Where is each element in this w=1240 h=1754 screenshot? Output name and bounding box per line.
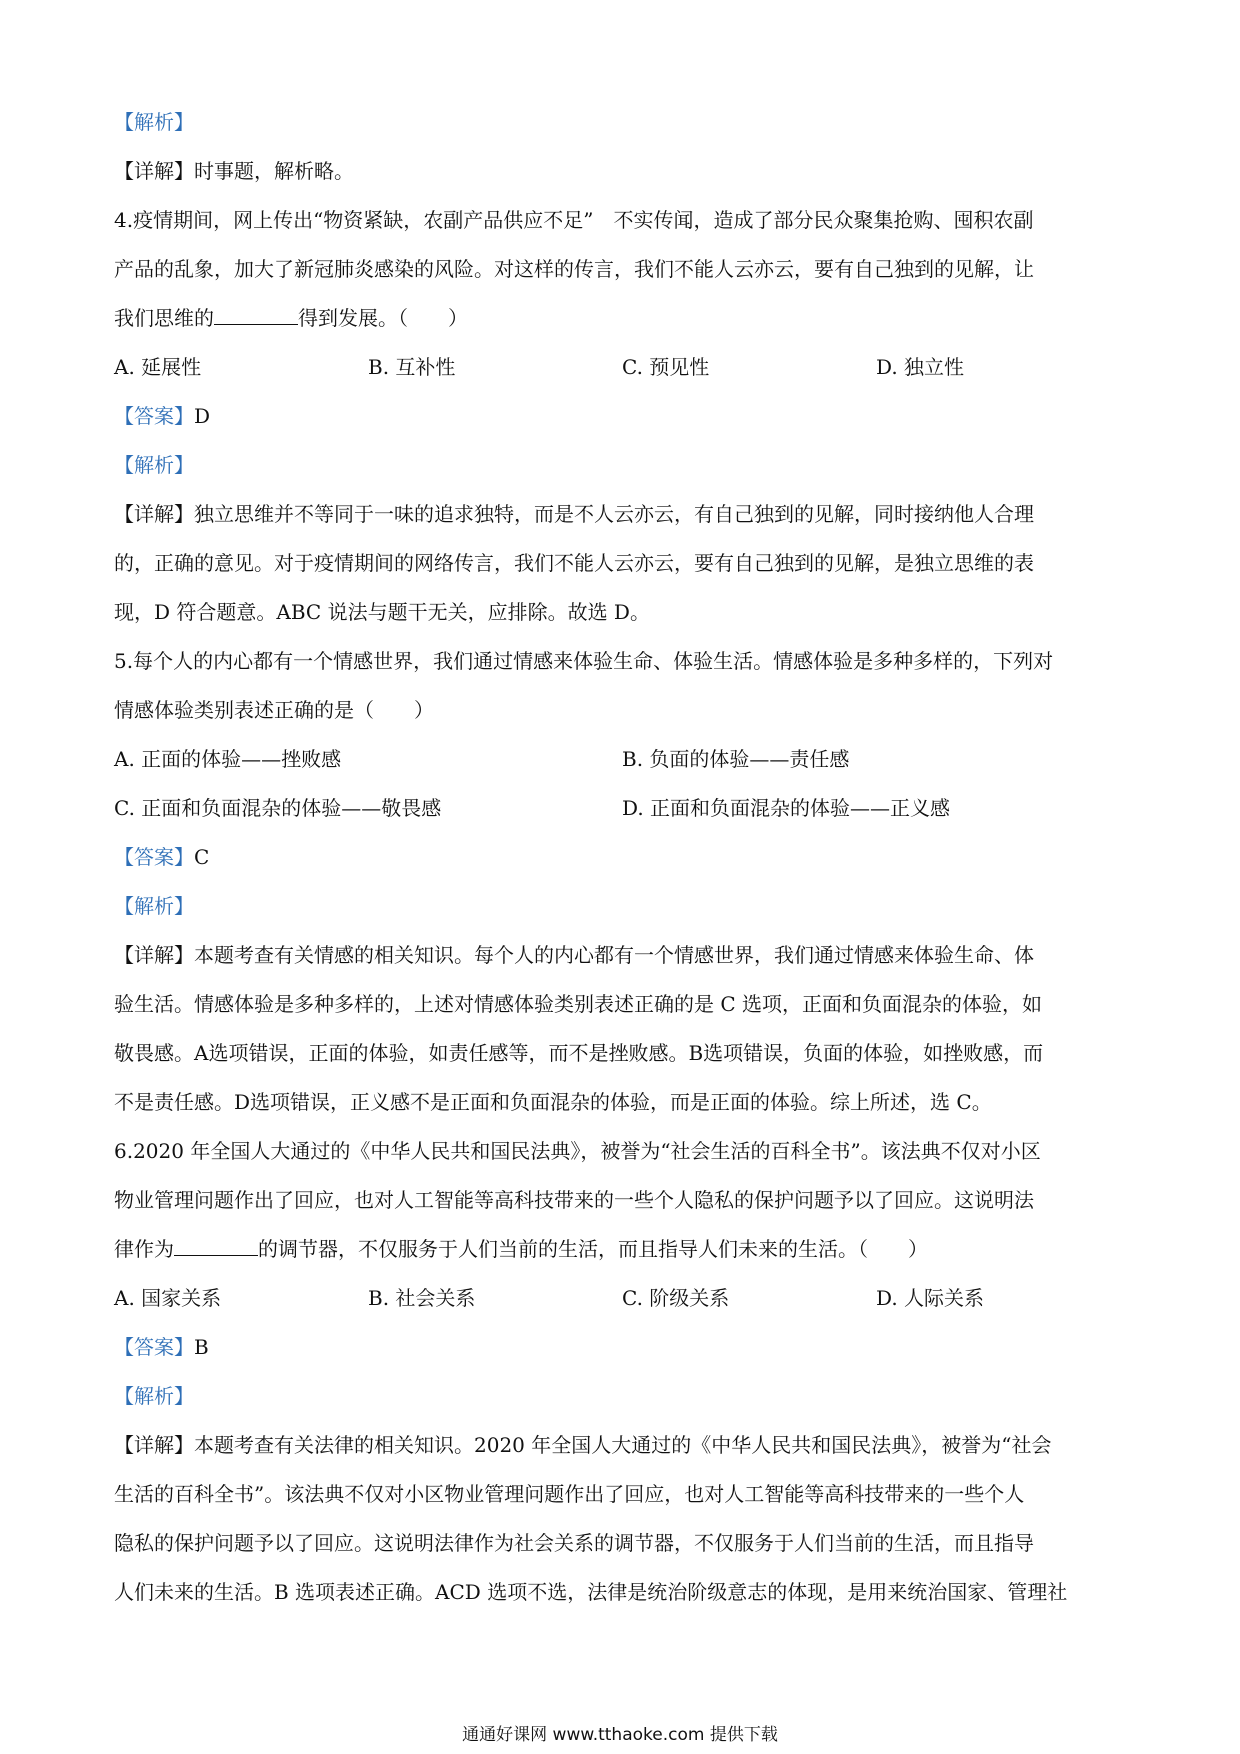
- stem-text: 律作为: [114, 1237, 174, 1261]
- q6-options: [114, 1274, 1130, 1323]
- answer-value: B: [194, 1335, 209, 1359]
- detail-tag: 【详解】: [114, 159, 194, 183]
- q6-stem-line3: [114, 1225, 1130, 1274]
- option-c: C. 阶级关系: [622, 1286, 730, 1310]
- fill-blank: [214, 306, 298, 325]
- q4-detail-line1: [114, 490, 1130, 539]
- detail-tag: 【详解】: [114, 1433, 194, 1457]
- page-footer: 通通好课网 www.tthaoke.com 提供下载: [462, 1725, 778, 1745]
- answer-value: C: [194, 845, 210, 869]
- q6-answer: [114, 1323, 1130, 1372]
- q6-stem-line2: 物业管理问题作出了回应，也对人工智能等高科技带来的一些个人隐私的保护问题予以了回应。这说明法: [114, 1188, 1034, 1212]
- option-c: C. 正面和负面混杂的体验——敬畏感: [114, 796, 442, 820]
- answer-tag: 【答案】: [114, 404, 194, 428]
- q6-detail-line3: 隐私的保护问题予以了回应。这说明法律作为社会关系的调节器，不仅服务于人们当前的生活，而且指导: [114, 1531, 1034, 1555]
- q5-detail-line3: 敬畏感。A选项错误，正面的体验，如责任感等，而不是挫败感。B选项错误，负面的体验，如挫败感，而: [114, 1041, 1044, 1065]
- q4-stem-line2: 产品的乱象，加大了新冠肺炎感染的风险。对这样的传言，我们不能人云亦云，要有自己独到的见解，让: [114, 257, 1034, 281]
- q4-detail-line2: 的，正确的意见。对于疫情期间的网络传言，我们不能人云亦云，要有自己独到的见解，是独立思维的表: [114, 551, 1034, 575]
- analysis-tag: 【解析】: [114, 894, 194, 918]
- detail-text: 时事题，解析略。: [194, 159, 354, 183]
- q6-detail-line1: [114, 1421, 1130, 1470]
- answer-tag: 【答案】: [114, 1335, 194, 1359]
- q5-answer: [114, 833, 1130, 882]
- q3-analysis-heading: [114, 98, 1130, 147]
- q5-detail-line1: [114, 931, 1130, 980]
- option-d: D. 独立性: [876, 355, 965, 379]
- q5-detail-line4: 不是责任感。D选项错误，正义感不是正面和负面混杂的体验，而是正面的体验。综上所述，选 C。: [114, 1090, 992, 1114]
- analysis-tag: 【解析】: [114, 1384, 194, 1408]
- option-c: C. 预见性: [622, 355, 710, 379]
- q4-options: [114, 343, 1130, 392]
- detail-tag: 【详解】: [114, 943, 194, 967]
- detail-tag: 【详解】: [114, 502, 194, 526]
- stem-text: 得到发展。（ ）: [298, 306, 468, 330]
- analysis-tag: 【解析】: [114, 110, 194, 134]
- stem-text: 我们思维的: [114, 306, 214, 330]
- q6-detail-line2: 生活的百科全书”。该法典不仅对小区物业管理问题作出了回应，也对人工智能等高科技带来的一些个人: [114, 1482, 1025, 1506]
- page-content: [114, 98, 1130, 1617]
- answer-tag: 【答案】: [114, 845, 194, 869]
- detail-text: 独立思维并不等同于一味的追求独特，而是不人云亦云，有自己独到的见解，同时接纳他人合理: [194, 502, 1034, 526]
- q5-stem-line2: 情感体验类别表述正确的是（ ）: [114, 698, 434, 722]
- q5-stem-line1: 5.每个人的内心都有一个情感世界，我们通过情感来体验生命、体验生活。情感体验是多种多样的，下列对: [114, 649, 1054, 673]
- q4-analysis-heading: [114, 441, 1130, 490]
- option-b: B. 社会关系: [368, 1286, 476, 1310]
- q4-stem-line1: 4.疫情期间，网上传出“物资紧缺，农副产品供应不足” 不实传闻，造成了部分民众聚集抢购、囤积农副: [114, 208, 1034, 232]
- q5-options-row2: [114, 784, 1130, 833]
- q6-stem-line1: 6.2020 年全国人大通过的《中华人民共和国民法典》，被誉为“社会生活的百科全书”。该法典不仅对小区: [114, 1139, 1041, 1163]
- option-a: A. 延展性: [114, 355, 202, 379]
- q5-options-row1: [114, 735, 1130, 784]
- analysis-tag: 【解析】: [114, 453, 194, 477]
- q6-detail-line4: 人们未来的生活。B 选项表述正确。ACD 选项不选，法律是统治阶级意志的体现，是用来统治国家、管理社: [114, 1580, 1068, 1604]
- q4-detail-line3: 现，D 符合题意。ABC 说法与题干无关，应排除。故选 D。: [114, 600, 650, 624]
- q5-analysis-heading: [114, 882, 1130, 931]
- option-b: B. 负面的体验——责任感: [622, 747, 850, 771]
- detail-text: 本题考查有关法律的相关知识。2020 年全国人大通过的《中华人民共和国民法典》，被誉为“社会: [194, 1433, 1052, 1457]
- detail-text: 本题考查有关情感的相关知识。每个人的内心都有一个情感世界，我们通过情感来体验生命、体: [194, 943, 1034, 967]
- q4-stem-line3: [114, 294, 1130, 343]
- stem-text: 的调节器，不仅服务于人们当前的生活，而且指导人们未来的生活。（ ）: [258, 1237, 928, 1261]
- fill-blank: [174, 1237, 258, 1256]
- option-a: A. 正面的体验——挫败感: [114, 747, 342, 771]
- option-b: B. 互补性: [368, 355, 456, 379]
- q6-analysis-heading: [114, 1372, 1130, 1421]
- answer-value: D: [194, 404, 211, 428]
- q3-detail: [114, 147, 1130, 196]
- option-d: D. 正面和负面混杂的体验——正义感: [622, 796, 951, 820]
- option-a: A. 国家关系: [114, 1286, 222, 1310]
- q5-detail-line2: 验生活。情感体验是多种多样的，上述对情感体验类别表述正确的是 C 选项，正面和负面混杂的体验，如: [114, 992, 1043, 1016]
- q4-answer: [114, 392, 1130, 441]
- option-d: D. 人际关系: [876, 1286, 985, 1310]
